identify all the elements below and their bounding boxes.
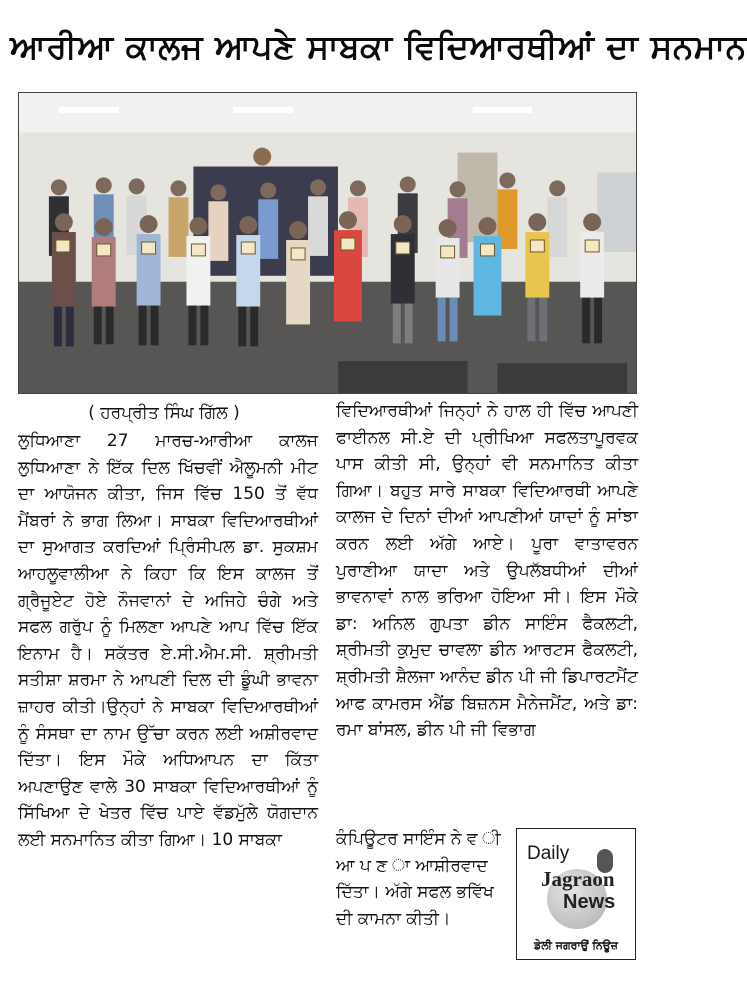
- article-right-column: ਵਿਦਿਆਰਥੀਆਂ ਜਿਨ੍ਹਾਂ ਨੇ ਹਾਲ ਹੀ ਵਿੱਚ ਆਪਣੀ ਫਾਈਨਲ ਸੀ.ਏ ਦੀ ਪ੍ਰੀਖਿਆ ਸਫਲਤਾਪੂਰਵਕ ਪਾਸ ਕੀਤੀ ਸੀ, ਉਨ੍ਹਾਂ ਵੀ ਸਨਮਾਨਿਤ ਕੀਤਾ ਗਿਆ। ਬਹੁਤ ਸਾਰੇ ਸਾਬਕਾ ਵਿਦਿਆਰਥੀ ਆਪਣੇ ਕਾਲਜ ਦੇ ਦਿਨਾਂ ਦੀਆਂ ਆਪਣੀਆਂ ਯਾਦਾਂ ਨੂੰ ਸਾਂਝਾ ਕਰਨ ਲਈ ਅੱਗੇ ਆਏ। ਪੂਰਾ ਵਾਤਾਵਰਨ ਪੁਰਾਣੀਆ ਯਾਦਾ ਅਤੇ ਉਪਲੱਬਧੀਆਂ ਦੀਆਂ ਭਾਵਨਾਵਾਂ ਨਾਲ ਭਰਿਆ ਹੋਇਆ ਸੀ। ਇਸ ਮੌਕੇ ਡਾ: ਅਨਿਲ ਗੁਪਤਾ ਡੀਨ ਸਾਇੰਸ ਫੈਕਲਟੀ, ਸ਼੍ਰੀਮਤੀ ਕੁਮੁਦ ਚਾਵਲਾ ਡੀਨ ਆਰਟਸ ਫੈਕਲਟੀ, ਸ਼੍ਰੀਮਤੀ ਸ਼ੈਲਜਾ ਆਨੰਦ ਡੀਨ ਪੀ ਜੀ ਡਿਪਾਰਟਮੈਂਟ ਆਫ ਕਾਮਰਸ ਐਂਡ ਬਿਜ਼ਨਸ ਮੈਨੇਜਮੈਂਟ, ਅਤੇ ਡਾ: ਰਮਾ ਬਾਂਸਲ, ਡੀਨ ਪੀ ਜੀ ਵਿਭਾਗ: [336, 401, 638, 741]
- article-left-column: ਲੁਧਿਆਣਾ 27 ਮਾਰਚ-ਆਰੀਆ ਕਾਲਜ ਲੁਧਿਆਣਾ ਨੇ ਇੱਕ ਦਿਲ ਖਿੱਚਵੀਂ ਐਲੂਮਨੀ ਮੀਟ ਦਾ ਆਯੋਜਨ ਕੀਤਾ, ਜਿਸ ਵਿੱਚ 150 ਤੋਂ ਵੱਧ ਮੈਂਬਰਾਂ ਨੇ ਭਾਗ ਲਿਆ। ਸਾਬਕਾ ਵਿਦਿਆਰਥੀਆਂ ਦਾ ਸੁਆਗਤ ਕਰਦਿਆਂ ਪ੍ਰਿੰਸੀਪਲ ਡਾ. ਸੁਕਸ਼ਮ ਆਹਲੂਵਾਲੀਆ ਨੇ ਕਿਹਾ ਕਿ ਇਸ ਕਾਲਜ ਤੋਂ ਗ੍ਰੈਜੂਏਟ ਹੋਏ ਨੌਜਵਾਨਾਂ ਦੇ ਅਜਿਹੇ ਚੰਗੇ ਅਤੇ ਸਫਲ ਗਰੁੱਪ ਨੂੰ ਮਿਲਣਾ ਆਪਣੇ ਆਪ ਵਿੱਚ ਇੱਕ ਇਨਾਮ ਹੈ। ਸਕੱਤਰ ਏ.ਸੀ.ਐਮ.ਸੀ. ਸ਼੍ਰੀਮਤੀ ਸਤੀਸ਼ਾ ਸ਼ਰਮਾ ਨੇ ਆਪਣੀ ਦਿਲ ਦੀ ਡੂੰਘੀ ਭਾਵਨਾ ਜ਼ਾਹਰ ਕੀਤੀ।ਉਨ੍ਹਾਂ ਨੇ ਸਾਬਕਾ ਵਿਦਿਆਰਥੀਆਂ ਨੂੰ ਸੰਸਥਾ ਦਾ ਨਾਮ ਉੱਚਾ ਕਰਨ ਲਈ ਅਸ਼ੀਰਵਾਦ ਦਿੱਤਾ। ਇਸ ਮੌਕੇ ਅਧਿਆਪਨ ਦਾ ਕਿੱਤਾ ਅਪਣਾਉਣ ਵਾਲੇ 30 ਸਾਬਕਾ ਵਿਦਿਆਰਥੀਆਂ ਨੂੰ ਸਿੱਖਿਆ ਦੇ ਖੇਤਰ ਵਿੱਚ ਪਾਏ ਵੱਡਮੁੱਲੇ ਯੋਗਦਾਨ ਲਈ ਸਨਮਾਨਿਤ ਕੀਤਾ ਗਿਆ। 10 ਸਾਬਕਾ: [18, 431, 318, 850]
- daily-jagraon-news-logo: [516, 828, 636, 960]
- headline: ਆਰੀਆ ਕਾਲਜ ਆਪਣੇ ਸਾਬਕਾ ਵਿਦਿਆਰਥੀਆਂ ਦਾ ਸਨਮਾਨ: [10, 27, 747, 66]
- logo-caption: ਡੇਲੀ ਜਗਰਾਉਂ ਨਿਊਜ਼: [534, 939, 618, 952]
- event-group-photo: [18, 92, 637, 394]
- article-right-tail: ਕੰਪਿਊਟਰ ਸਾਇੰਸ ਨੇ ਵ ੀ ਆ ਪ ਣ ਾ ਆਸ਼ੀਰਵਾਦ ਦਿੱਤਾ। ਅੱਗੇ ਸਫਲ ਭਵਿੱਖ ਦੀ ਕਾਮਨਾ ਕੀਤੀ।: [336, 829, 501, 929]
- byline: ( ਹਰਪ੍ਰੀਤ ਸਿੰਘ ਗਿੱਲ ): [88, 403, 240, 423]
- logo-line-daily: Daily: [527, 843, 570, 864]
- logo-line-jagraon: Jagraon: [541, 867, 615, 891]
- group-photo-illustration: [19, 93, 636, 393]
- logo-line-news: News: [563, 891, 616, 913]
